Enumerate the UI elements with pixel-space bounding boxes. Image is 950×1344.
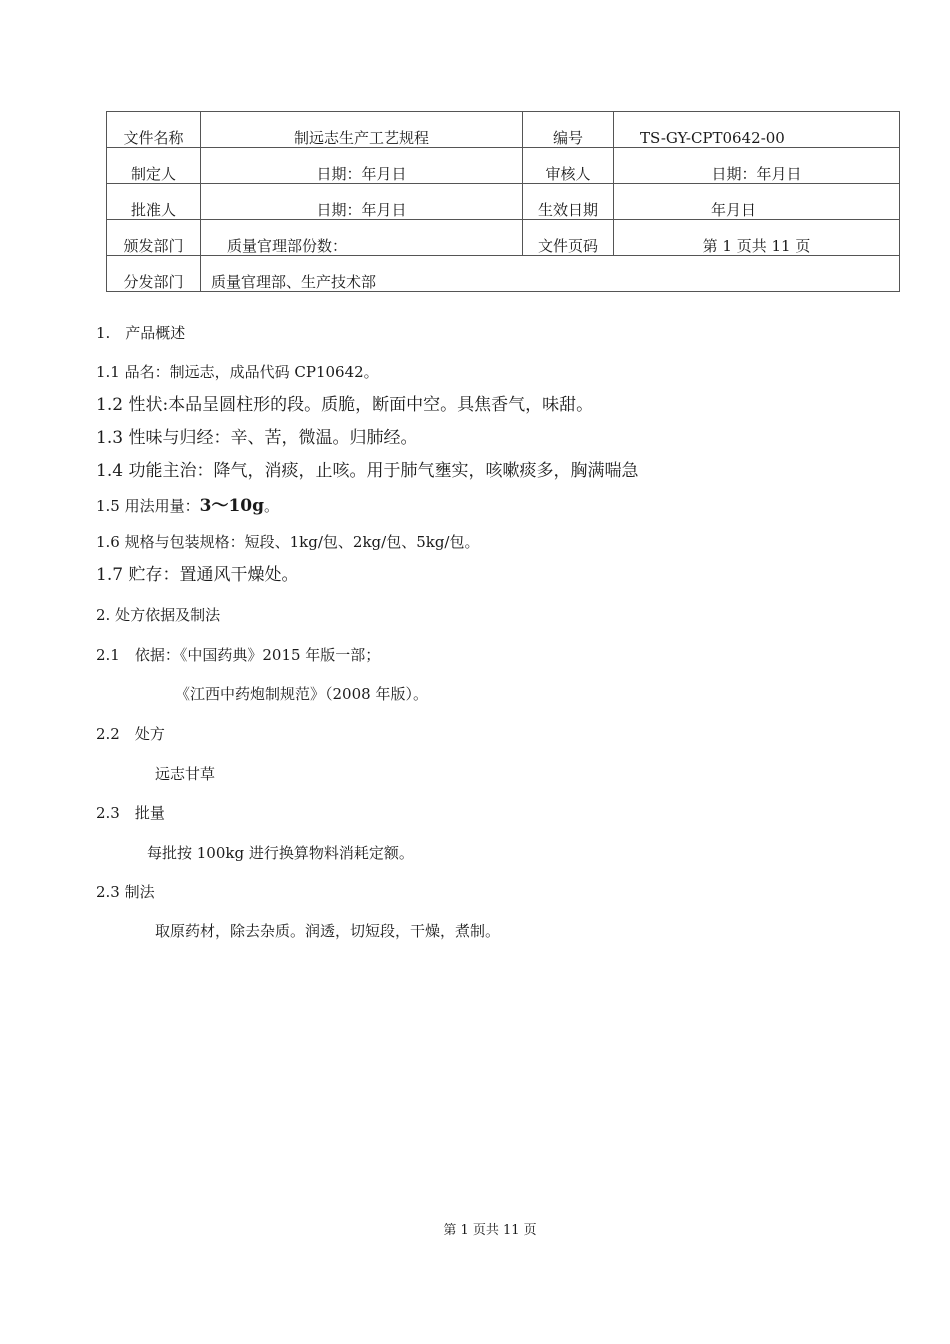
header-row-title: [107, 112, 900, 148]
label-file-name: 文件名称: [107, 112, 201, 148]
item-2-3-batch-content: 每批按 100kg 进行换算物料消耗定额。: [147, 844, 414, 862]
value-author-date: 日期：年月日: [201, 148, 523, 184]
value-approver-date: 日期：年月日: [201, 184, 523, 220]
label-author: 制定人: [107, 148, 201, 184]
header-row-approver: [107, 184, 900, 220]
item-2-2-prescription-content: 远志甘草: [155, 765, 216, 783]
value-issuing-dept: 质量官理部份数：: [201, 220, 523, 256]
dosage-suffix: 。: [264, 497, 280, 515]
item-1-3-nature: 1.3 性味与归经：辛、苦，微温。归肺经。: [96, 428, 418, 448]
value-file-name: 制远志生产工艺规程: [201, 112, 523, 148]
section-1-title: 1. 产品概述: [96, 324, 186, 342]
label-approver: 批准人: [107, 184, 201, 220]
header-row-issuer: [107, 220, 900, 256]
label-issuing-dept: 颁发部门: [107, 220, 201, 256]
document-header-table: [106, 111, 900, 292]
item-2-1-basis-cont: 《江西中药炮制规范》（2008 年版）。: [175, 685, 428, 703]
header-row-author: [107, 148, 900, 184]
item-1-5-dosage: [96, 496, 279, 516]
value-page-number: 第 1 页共 11 页: [614, 220, 900, 256]
label-code: 编号: [523, 112, 614, 148]
item-2-4-method-content: 取原药材，除去杂质。润透，切短段，干燥，煮制。: [155, 922, 501, 940]
dosage-prefix: 1.5 用法用量：: [96, 497, 200, 515]
item-1-7-storage: 1.7 贮存：置通风干燥处。: [96, 565, 299, 585]
value-code: TS-GY-CPT0642-00: [614, 112, 900, 148]
dosage-value: 3〜10g: [199, 496, 264, 516]
item-2-1-basis: 2.1 依据：《中国药典》2015 年版一部；: [96, 646, 381, 664]
item-2-2-prescription: 2.2 处方: [96, 725, 165, 743]
header-row-distribution: [107, 256, 900, 292]
value-reviewer-date: 日期：年月日: [614, 148, 900, 184]
item-1-6-packaging: 1.6 规格与包装规格：短段、1kg/包、2kg/包、5kg/包。: [96, 533, 480, 551]
section-2-title: 2. 处方依据及制法: [96, 606, 221, 624]
item-1-1-name: 1.1 品名：制远志，成品代码 CP10642。: [96, 363, 379, 381]
item-1-4-function: 1.4 功能主治：降气，消痰，止咳。用于肺气壅实，咳嗽痰多，胸满喘急: [96, 461, 639, 481]
page-footer: 第 1 页共 11 页: [443, 1223, 537, 1238]
label-effective-date: 生效日期: [523, 184, 614, 220]
label-distribution-dept: 分发部门: [107, 256, 201, 292]
item-2-4-method: 2.3 制法: [96, 883, 155, 901]
label-page-number: 文件页码: [523, 220, 614, 256]
value-effective-date: 年月日: [614, 184, 900, 220]
item-1-2-properties: 1.2 性状:本品呈圆柱形的段。质脆，断面中空。具焦香气，味甜。: [96, 395, 594, 415]
value-distribution-dept: 质量官理部、生产技术部: [201, 256, 900, 292]
label-reviewer: 审核人: [523, 148, 614, 184]
item-2-3-batch: 2.3 批量: [96, 804, 165, 822]
